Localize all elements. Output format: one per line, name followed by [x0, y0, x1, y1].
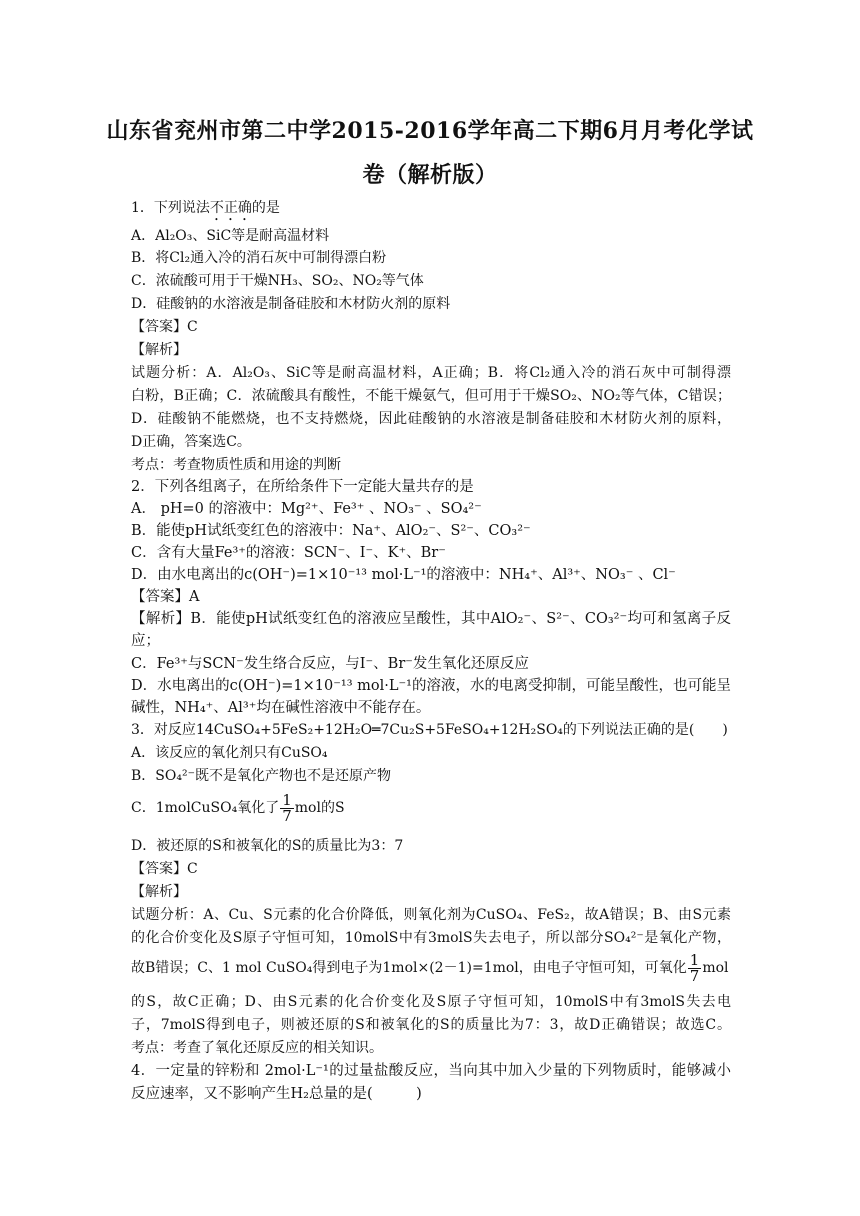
- q1-analysis-line-2: 白粉，B正确；C．浓硫酸具有酸性，不能干燥氨气，但可用于干燥SO₂、NO₂等气体，C错误；: [131, 388, 731, 404]
- q1-analysis-line-1: 试题分析：A．Al₂O₃、SiC等是耐高温材料，A正确；B．将Cl₂通入冷的消石灰中可制得漂: [131, 365, 731, 381]
- q3-option-c-fraction: [280, 790, 294, 825]
- q2-analysis-line-2: 应；: [131, 633, 160, 649]
- q3-option-c-prefix: C．1molCuSO₄氧化了: [131, 800, 280, 816]
- q1-stem: [131, 198, 731, 224]
- q3-option-c-suffix: mol的S: [294, 800, 345, 816]
- q2-analysis-line-5: 碱性，NH₄⁺、Al³⁺均在碱性溶液中不能存在。: [131, 700, 431, 716]
- fraction-numerator: 1: [689, 950, 700, 969]
- q3-option-b: B．SO₄²⁻既不是氧化产物也不是还原产物: [131, 768, 391, 784]
- q3-answer: 【答案】C: [131, 861, 198, 877]
- q1-option-d: D．硅酸钠的水溶液是制备硅胶和木材防火剂的原料: [131, 296, 451, 312]
- q2-answer: 【答案】A: [131, 589, 200, 605]
- q1-analysis-line-4: D正确，答案选C。: [131, 434, 251, 450]
- q3-point: 考点：考查了氧化还原反应的相关知识。: [131, 1040, 383, 1056]
- q3-analysis-label: 【解析】: [131, 884, 187, 900]
- q1-answer: 【答案】C: [131, 319, 198, 335]
- q3-stem: 3．对反应14CuSO₄+5FeS₂+12H₂O═7Cu₂S+5FeSO₄+12H₂SO₄的下列说法正确的是( ): [131, 722, 728, 738]
- q3-analysis-fraction: [688, 950, 702, 985]
- q2-analysis-line-3: C．Fe³⁺与SCN⁻发生络合反应，与I⁻、Br⁻发生氧化还原反应: [131, 656, 529, 672]
- q1-option-b: B．将Cl₂通入冷的消石灰中可制得漂白粉: [131, 250, 387, 266]
- q3-analysis-line-1: 试题分析：A、Cu、S元素的化合价降低，则氧化剂为CuSO₄、FeS₂，故A错误；B、由S元素: [131, 907, 731, 923]
- q1-point: 考点：考查物质性质和用途的判断: [131, 457, 341, 473]
- q3-analysis-line-5: 子，7molS得到电子，则被还原的S和被氧化的S的质量比为7：3，故D正确错误；故选C。: [131, 1017, 731, 1033]
- q3-option-c: [131, 791, 731, 825]
- q2-option-d: D．由水电离出的c(OH⁻)=1×10⁻¹³ mol·L⁻¹的溶液中：NH₄⁺、Al³⁺、NO₃⁻ 、Cl⁻: [131, 567, 676, 583]
- q2-analysis-line-4: D．水电离出的c(OH⁻)=1×10⁻¹³ mol·L⁻¹的溶液，水的电离受抑制，可能呈酸性，也可能呈: [131, 678, 731, 694]
- q4-stem-line-2: 反应速率，又不影响产生H₂总量的是( ): [131, 1086, 422, 1102]
- fraction-denominator: 7: [282, 806, 292, 825]
- document-title-line-1: 山东省兖州市第二中学2015-2016学年高二下期6月月考化学试: [106, 118, 754, 144]
- q3-analysis-line-4: 的S，故C正确；D、由S元素的化合价变化及S原子守恒可知，10molS中有3molS失去电: [131, 994, 731, 1010]
- q1-option-a: A．Al₂O₃、SiC等是耐高温材料: [131, 228, 330, 244]
- q2-stem: 2．下列各组离子，在所给条件下一定能大量共存的是: [131, 479, 474, 495]
- q2-analysis-line-1: 【解析】B．能使pH试纸变红色的溶液应呈酸性，其中AlO₂⁻、S²⁻、CO₃²⁻均可和氢离子反: [131, 611, 731, 627]
- q3-analysis-line-3: [131, 951, 731, 985]
- q1-stem-emphasis: 不正确: [209, 200, 252, 216]
- fraction-denominator: 7: [689, 966, 700, 985]
- document-title-line-2: 卷（解析版）: [362, 162, 498, 188]
- q1-option-c: C．浓硫酸可用于干燥NH₃、SO₂、NO₂等气体: [131, 273, 424, 289]
- q1-analysis-label: 【解析】: [131, 342, 187, 358]
- q1-stem-prefix: 1．下列说法: [131, 200, 210, 216]
- q1-stem-suffix: 的是: [251, 200, 280, 216]
- q3-option-a: A．该反应的氧化剂只有CuSO₄: [131, 745, 328, 761]
- q4-stem-line-1: 4．一定量的锌粉和 2mol·L⁻¹的过量盐酸反应，当向其中加入少量的下列物质时，能够减小: [131, 1063, 731, 1079]
- q3-analysis-line-3-prefix: 故B错误；C、1 mol CuSO₄得到电子为1mol×(2－1)=1mol，由电子守恒可知，可氧化: [131, 960, 687, 976]
- q1-analysis-line-3: D．硅酸钠不能燃烧，也不支持燃烧，因此硅酸钠的水溶液是制备硅胶和木材防火剂的原料，: [131, 411, 731, 427]
- q3-analysis-line-3-suffix: mol: [702, 960, 729, 976]
- q3-analysis-line-2: 的化合价变化及S原子守恒可知，10molS中有3molS失去电子，所以部分SO₄²⁻是氧化产物，: [131, 930, 731, 946]
- q2-option-a: A． pH=0 的溶液中：Mg²⁺、Fe³⁺ 、NO₃⁻ 、SO₄²⁻: [131, 501, 482, 517]
- q3-option-d: D．被还原的S和被氧化的S的质量比为3：7: [131, 838, 404, 854]
- q2-option-c: C．含有大量Fe³⁺的溶液：SCN⁻、I⁻、K⁺、Br⁻: [131, 545, 446, 561]
- fraction-numerator: 1: [282, 790, 292, 809]
- q2-option-b: B．能使pH试纸变红色的溶液中：Na⁺、AlO₂⁻、S²⁻、CO₃²⁻: [131, 523, 531, 539]
